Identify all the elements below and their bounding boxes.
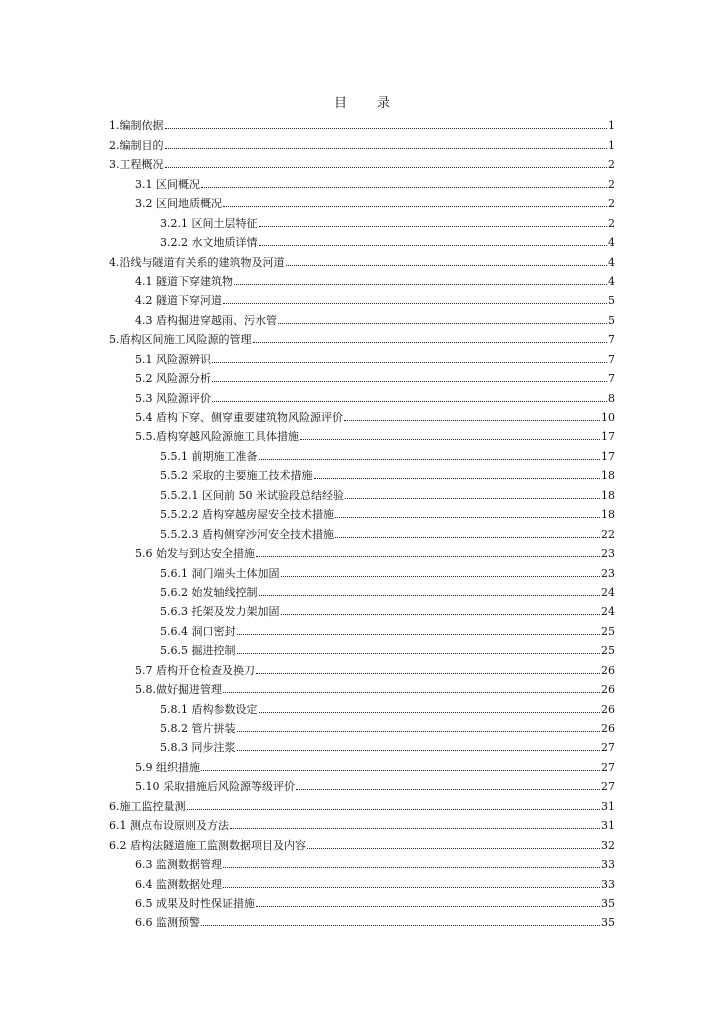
- toc-dot-leader: [212, 401, 607, 402]
- toc-entry[interactable]: [135, 406, 615, 425]
- toc-entry[interactable]: [160, 522, 615, 541]
- toc-entry-page-number: 31: [601, 799, 615, 813]
- toc-entry-label: 3.2.2 水文地质详情: [160, 236, 258, 250]
- toc-dot-leader: [300, 439, 600, 440]
- toc-entry[interactable]: [160, 231, 615, 250]
- toc-entry-label: 2.编制目的: [109, 138, 164, 152]
- toc-entry-page-number: 31: [601, 819, 615, 833]
- toc-entry[interactable]: [109, 114, 615, 133]
- toc-entry[interactable]: [109, 153, 615, 172]
- toc-entry-page-number: 5: [608, 294, 615, 308]
- toc-entry-page-number: 24: [601, 585, 615, 599]
- toc-entry-label: 3.2 区间地质概况: [135, 197, 222, 211]
- toc-entry[interactable]: [160, 464, 615, 483]
- toc-entry[interactable]: [135, 872, 615, 891]
- toc-entry[interactable]: [135, 775, 615, 794]
- toc-entry-page-number: 7: [608, 333, 615, 347]
- toc-entry-label: 5.10 采取措施后风险源等级评价: [135, 780, 295, 794]
- toc-entry-page-number: 17: [601, 430, 615, 444]
- toc-entry-page-number: 35: [601, 896, 615, 910]
- toc-entry[interactable]: [135, 425, 615, 444]
- toc-entry[interactable]: [160, 211, 615, 230]
- toc-dot-leader: [256, 673, 600, 674]
- toc-dot-leader: [256, 906, 600, 907]
- toc-entry-page-number: 17: [601, 449, 615, 463]
- toc-entry-page-number: 2: [608, 158, 615, 172]
- toc-dot-leader: [259, 595, 601, 596]
- toc-entry[interactable]: [135, 755, 615, 774]
- toc-dot-leader: [286, 265, 608, 266]
- toc-entry-label: 5.6 始发与到达安全措施: [135, 547, 255, 561]
- toc-entry[interactable]: [160, 619, 615, 638]
- toc-dot-leader: [237, 634, 601, 635]
- toc-entry-page-number: 18: [601, 488, 615, 502]
- toc-entry-label: 4.沿线与隧道有关系的建筑物及河道: [109, 255, 285, 269]
- toc-dot-leader: [256, 556, 600, 557]
- toc-dot-leader: [223, 867, 600, 868]
- toc-entry-page-number: 2: [608, 197, 615, 211]
- toc-entry[interactable]: [160, 717, 615, 736]
- toc-list: [0, 114, 724, 930]
- toc-dot-leader: [344, 420, 600, 421]
- toc-entry[interactable]: [135, 192, 615, 211]
- toc-entry-label: 5.1 风险源辨识: [135, 352, 211, 366]
- toc-entry[interactable]: [160, 503, 615, 522]
- toc-entry[interactable]: [135, 308, 615, 327]
- toc-dot-leader: [278, 323, 607, 324]
- toc-entry-page-number: 1: [608, 119, 615, 133]
- toc-entry[interactable]: [135, 678, 615, 697]
- toc-entry-label: 5.5.2.2 盾构穿越房屋安全技术措施: [160, 508, 334, 522]
- toc-entry-label: 5.6.3 托架及发力架加固: [160, 605, 280, 619]
- toc-entry-page-number: 33: [601, 877, 615, 891]
- toc-entry[interactable]: [135, 289, 615, 308]
- toc-entry-page-number: 24: [601, 605, 615, 619]
- toc-entry-page-number: 23: [601, 566, 615, 580]
- toc-entry-label: 3.工程概况: [109, 158, 164, 172]
- toc-entry-page-number: 4: [608, 255, 615, 269]
- toc-dot-leader: [165, 128, 608, 129]
- toc-entry[interactable]: [109, 328, 615, 347]
- toc-entry-page-number: 18: [601, 469, 615, 483]
- toc-entry[interactable]: [160, 736, 615, 755]
- toc-entry-label: 5.5.盾构穿越风险源施工具体措施: [135, 430, 299, 444]
- toc-dot-leader: [259, 226, 608, 227]
- toc-entry-label: 5.2 风险源分析: [135, 372, 211, 386]
- toc-entry-label: 5.8.3 同步注浆: [160, 741, 236, 755]
- toc-dot-leader: [259, 712, 601, 713]
- toc-entry[interactable]: [135, 386, 615, 405]
- toc-entry-label: 1.编制依据: [109, 119, 164, 133]
- toc-entry[interactable]: [135, 172, 615, 191]
- toc-entry[interactable]: [135, 347, 615, 366]
- toc-entry-page-number: 33: [601, 858, 615, 872]
- toc-entry-page-number: 4: [608, 274, 615, 288]
- toc-entry-label: 4.1 隧道下穿建筑物: [135, 274, 233, 288]
- toc-entry[interactable]: [160, 697, 615, 716]
- toc-entry-page-number: 7: [608, 372, 615, 386]
- toc-entry[interactable]: [135, 911, 615, 930]
- toc-entry-page-number: 2: [608, 216, 615, 230]
- toc-entry-label: 5.6.1 洞门端头土体加固: [160, 566, 280, 580]
- toc-entry-label: 6.3 监测数据管理: [135, 858, 222, 872]
- toc-entry-label: 5.6.2 始发轴线控制: [160, 585, 258, 599]
- toc-dot-leader: [223, 303, 607, 304]
- toc-entry-label: 4.3 盾构掘进穿越雨、污水管: [135, 313, 277, 327]
- toc-entry-label: 5.盾构区间施工风险源的管理: [109, 333, 252, 347]
- toc-entry-page-number: 25: [601, 624, 615, 638]
- toc-entry-page-number: 25: [601, 644, 615, 658]
- toc-entry-label: 6.2 盾构法隧道施工监测数据项目及内容: [109, 838, 306, 852]
- toc-entry-page-number: 10: [601, 411, 615, 424]
- toc-entry-label: 5.8.做好掘进管理: [135, 683, 222, 697]
- toc-entry[interactable]: [135, 658, 615, 677]
- toc-entry[interactable]: [160, 483, 615, 502]
- toc-entry-page-number: 27: [601, 760, 615, 774]
- toc-dot-leader: [259, 459, 601, 460]
- toc-dot-leader: [237, 731, 601, 732]
- toc-entry-page-number: 26: [601, 722, 615, 735]
- toc-entry[interactable]: [135, 542, 615, 561]
- toc-entry-page-number: 35: [601, 916, 615, 930]
- toc-entry-label: 5.4 盾构下穿、侧穿重要建筑物风险源评价: [135, 411, 343, 424]
- toc-entry-label: 6.1 测点布设原则及方法: [109, 819, 229, 833]
- toc-entry[interactable]: [109, 133, 615, 152]
- toc-entry-label: 5.5.2 采取的主要施工技术措施: [160, 469, 313, 483]
- toc-entry-page-number: 1: [608, 138, 615, 152]
- toc-dot-leader: [212, 362, 607, 363]
- toc-entry-page-number: 18: [601, 508, 615, 522]
- toc-dot-leader: [296, 789, 600, 790]
- toc-entry[interactable]: [160, 444, 615, 463]
- toc-entry-label: 6.5 成果及时性保证措施: [135, 896, 255, 910]
- toc-dot-leader: [335, 517, 600, 518]
- toc-entry[interactable]: [160, 600, 615, 619]
- toc-entry-page-number: 27: [601, 780, 615, 794]
- toc-dot-leader: [314, 478, 601, 479]
- toc-entry[interactable]: [160, 561, 615, 580]
- toc-entry[interactable]: [135, 367, 615, 386]
- toc-entry-page-number: 32: [601, 838, 615, 852]
- toc-entry-page-number: 7: [608, 352, 615, 366]
- toc-entry-label: 5.7 盾构开仓检查及换刀: [135, 663, 255, 677]
- toc-entry-label: 3.1 区间概况: [135, 177, 200, 191]
- toc-dot-leader: [165, 148, 608, 149]
- toc-entry-label: 4.2 隧道下穿河道: [135, 294, 222, 308]
- toc-entry-label: 6.4 监测数据处理: [135, 877, 222, 891]
- toc-entry-page-number: 5: [608, 313, 615, 327]
- toc-entry-label: 6.6 监测预警: [135, 916, 200, 930]
- toc-dot-leader: [223, 692, 600, 693]
- toc-entry-label: 5.9 组织措施: [135, 760, 200, 774]
- toc-title-left: 目: [333, 96, 347, 111]
- toc-dot-leader: [212, 381, 607, 382]
- toc-entry[interactable]: [160, 581, 615, 600]
- toc-dot-leader: [201, 770, 600, 771]
- toc-entry[interactable]: [109, 814, 615, 833]
- toc-dot-leader: [335, 537, 600, 538]
- toc-entry-page-number: 8: [608, 391, 615, 405]
- toc-entry-page-number: 26: [601, 702, 615, 716]
- toc-dot-leader: [281, 614, 601, 615]
- toc-dot-leader: [253, 342, 608, 343]
- toc-title-right: 录: [377, 96, 391, 111]
- toc-dot-leader: [223, 206, 607, 207]
- toc-entry-label: 5.6.5 掘进控制: [160, 644, 236, 658]
- toc-dot-leader: [201, 187, 607, 188]
- toc-entry-page-number: 23: [601, 547, 615, 561]
- toc-entry-label: 5.6.4 洞口密封: [160, 624, 236, 638]
- toc-dot-leader: [307, 848, 600, 849]
- toc-entry-label: 5.8.1 盾构参数设定: [160, 702, 258, 716]
- toc-dot-leader: [281, 576, 601, 577]
- toc-dot-leader: [259, 245, 608, 246]
- toc-entry[interactable]: [109, 833, 615, 852]
- toc-entry-page-number: 26: [601, 683, 615, 697]
- toc-entry-label: 5.5.2.3 盾构侧穿沙河安全技术措施: [160, 527, 334, 541]
- toc-entry-label: 5.5.2.1 区间前 50 米试验段总结经验: [160, 488, 344, 502]
- toc-entry-page-number: 26: [601, 663, 615, 677]
- toc-entry-page-number: 2: [608, 177, 615, 191]
- toc-entry[interactable]: [135, 853, 615, 872]
- toc-dot-leader: [234, 284, 607, 285]
- toc-entry-page-number: 22: [601, 527, 615, 541]
- toc-dot-leader: [223, 887, 600, 888]
- toc-entry-page-number: 4: [608, 236, 615, 250]
- toc-dot-leader: [230, 828, 600, 829]
- toc-title: [0, 92, 724, 111]
- toc-entry-label: 5.5.1 前期施工准备: [160, 449, 258, 463]
- toc-entry[interactable]: [160, 639, 615, 658]
- toc-entry-page-number: 27: [601, 741, 615, 755]
- toc-entry-label: 5.3 风险源评价: [135, 391, 211, 405]
- toc-dot-leader: [165, 167, 608, 168]
- toc-dot-leader: [201, 925, 600, 926]
- toc-dot-leader: [187, 809, 601, 810]
- toc-dot-leader: [237, 750, 601, 751]
- toc-entry[interactable]: [135, 892, 615, 911]
- toc-entry[interactable]: [109, 794, 615, 813]
- toc-dot-leader: [237, 653, 601, 654]
- toc-entry-label: 6.施工监控量测: [109, 799, 186, 813]
- toc-entry-label: 3.2.1 区间土层特征: [160, 216, 258, 230]
- toc-entry-label: 5.8.2 管片拼装: [160, 722, 236, 735]
- toc-entry[interactable]: [135, 270, 615, 289]
- toc-dot-leader: [345, 498, 600, 499]
- toc-entry[interactable]: [109, 250, 615, 269]
